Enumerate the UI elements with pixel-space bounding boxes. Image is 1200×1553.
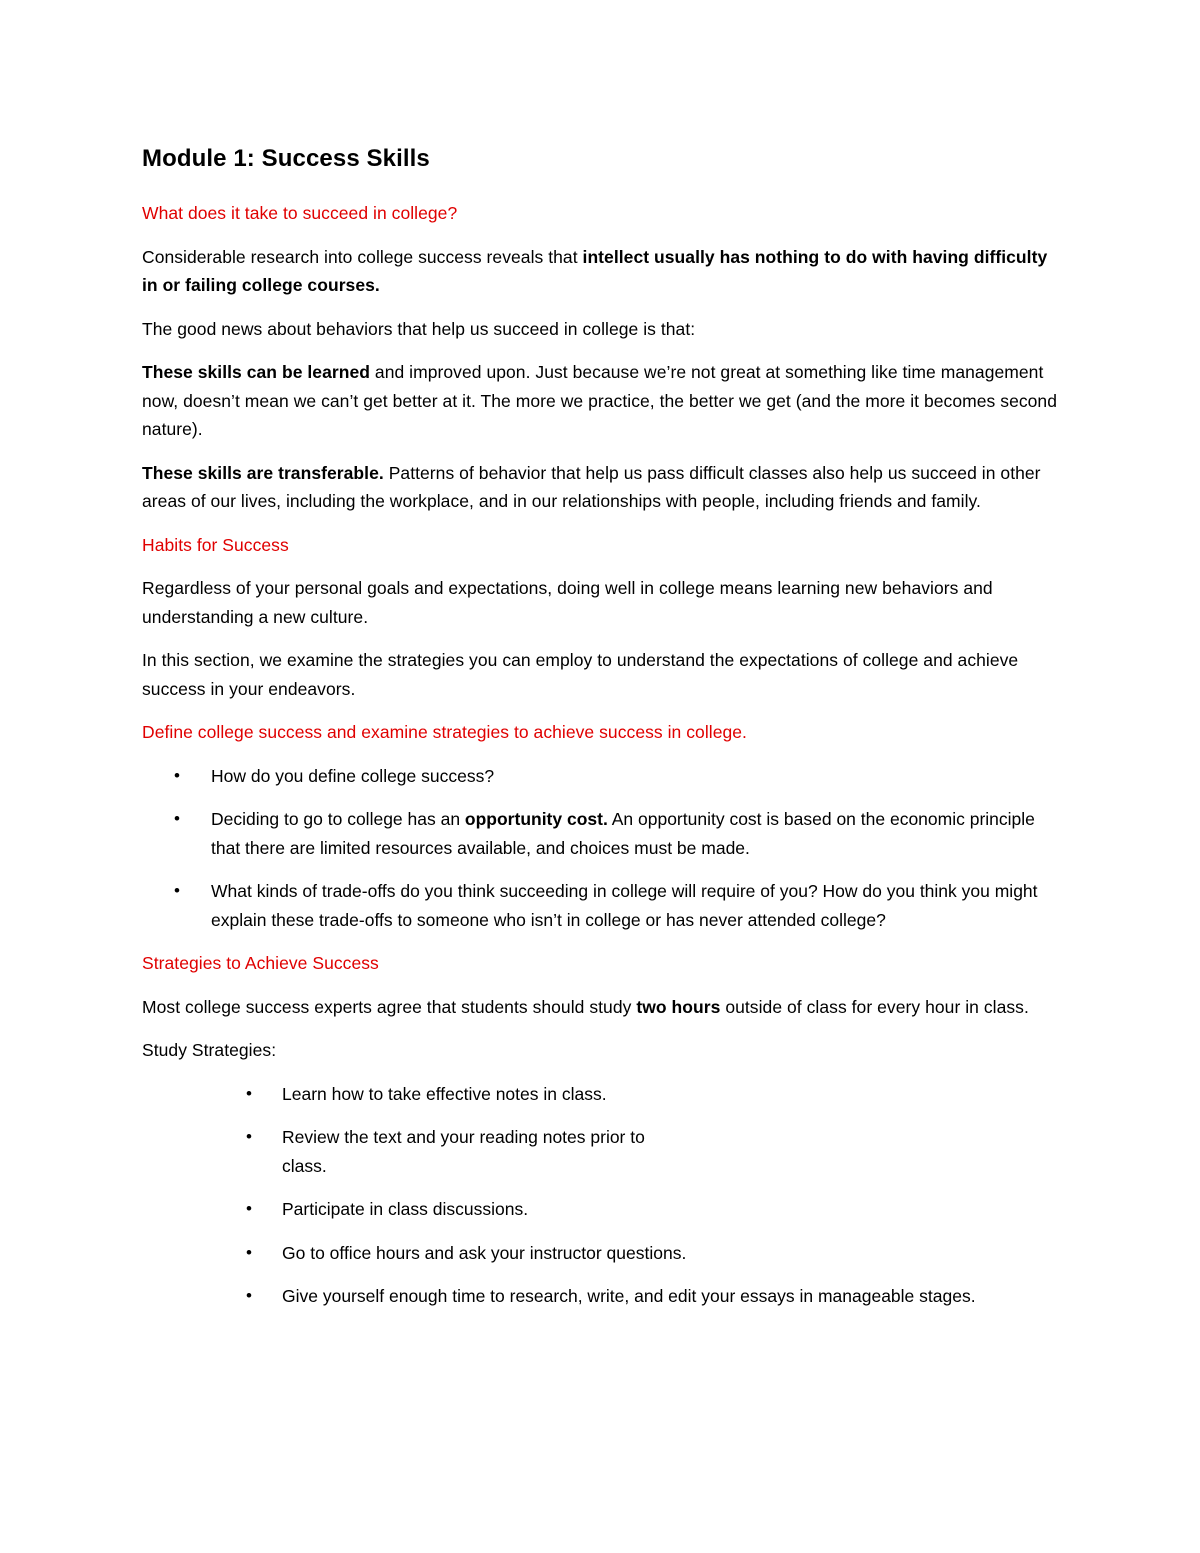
bullet-icon: • bbox=[246, 1083, 252, 1103]
skills-transferable-bold: These skills are transferable. bbox=[142, 462, 384, 483]
two-hours-bold: two hours bbox=[636, 996, 721, 1017]
page-title: Module 1: Success Skills bbox=[142, 145, 430, 172]
list-item-text bbox=[211, 809, 1035, 858]
skills-transferable-text: Patterns of behavior that help us pass difficult classes also help us succeed in other areas of our lives, including the workplace, and in our relationships with people, including friends and family. bbox=[142, 462, 1041, 511]
list-item-text: Participate in class discussions. bbox=[282, 1199, 529, 1219]
list-item bbox=[142, 805, 1062, 862]
list-item bbox=[142, 877, 1062, 934]
list-item bbox=[142, 1080, 1062, 1109]
section-heading-strategies: Strategies to Achieve Success bbox=[142, 953, 379, 973]
two-hours-text-a: Most college success experts agree that students should study bbox=[142, 996, 637, 1017]
list-item-text: What kinds of trade-offs do you think succeeding in college will require of you? How do you think you might explain these trade-offs to someone who isn’t in college or has never attended college? bbox=[211, 881, 1038, 930]
paragraph-two-hours bbox=[142, 993, 1062, 1022]
bullet-icon: • bbox=[174, 765, 180, 785]
bullet-icon: • bbox=[246, 1286, 252, 1305]
paragraph-skills-transferable bbox=[142, 459, 1062, 516]
bullet-icon: • bbox=[246, 1127, 252, 1146]
list-item bbox=[142, 1123, 1062, 1180]
study-strategies-list bbox=[142, 1080, 1062, 1311]
paragraph-research bbox=[142, 243, 1062, 300]
paragraph-research-text: Considerable research into college success reveals that bbox=[142, 246, 583, 267]
paragraph-research-bold: intellect usually has nothing to do with having difficulty in or failing college courses. bbox=[142, 246, 1048, 295]
list-item bbox=[142, 1239, 1062, 1268]
list-item bbox=[142, 1282, 1062, 1311]
paragraph-skills-learned bbox=[142, 358, 1062, 444]
opportunity-text-c: An opportunity cost is based on the economic principle that there are limited resources available, and choices must be made. bbox=[211, 809, 1035, 858]
bullet-icon: • bbox=[174, 881, 180, 900]
opportunity-text-a: Deciding to go to college has an bbox=[211, 809, 465, 829]
paragraph-good-news: The good news about behaviors that help us succeed in college is that: bbox=[142, 318, 696, 339]
document-content bbox=[142, 140, 1062, 1326]
bullet-icon: • bbox=[246, 1199, 252, 1218]
paragraph-strategies-intro: In this section, we examine the strategies you can employ to understand the expectations of college and achieve success in your endeavors. bbox=[142, 650, 1019, 699]
list-item-text: How do you define college success? bbox=[211, 765, 495, 786]
section-heading-define: Define college success and examine strategies to achieve success in college. bbox=[142, 722, 747, 742]
list-item-text: Review the text and your reading notes prior to class. bbox=[282, 1127, 645, 1176]
list-item bbox=[142, 762, 1062, 791]
opportunity-cost-bold: opportunity cost. bbox=[464, 809, 608, 829]
list-item-text: Go to office hours and ask your instructor questions. bbox=[282, 1242, 687, 1263]
paragraph-goals: Regardless of your personal goals and expectations, doing well in college means learning new behaviors and understanding a new culture. bbox=[142, 578, 993, 627]
bullet-icon: • bbox=[246, 1242, 252, 1262]
skills-learned-text: and improved upon. Just because we’re not great at something like time management now, doesn’t mean we can’t get better at it. The more we practice, the better we get (and the more it becomes second nature). bbox=[142, 362, 1057, 439]
list-item-text: Learn how to take effective notes in class. bbox=[282, 1083, 607, 1104]
two-hours-text-c: outside of class for every hour in class. bbox=[720, 996, 1029, 1017]
study-strategies-label: Study Strategies: bbox=[142, 1040, 277, 1060]
define-bullet-list bbox=[142, 762, 1062, 935]
section-heading-habits: Habits for Success bbox=[142, 534, 289, 555]
list-item bbox=[142, 1195, 1062, 1224]
list-item-text: Give yourself enough time to research, write, and edit your essays in manageable stages. bbox=[282, 1286, 976, 1306]
skills-learned-bold: These skills can be learned bbox=[142, 362, 370, 382]
bullet-icon: • bbox=[174, 809, 180, 828]
section-heading-succeed: What does it take to succeed in college? bbox=[142, 203, 458, 223]
